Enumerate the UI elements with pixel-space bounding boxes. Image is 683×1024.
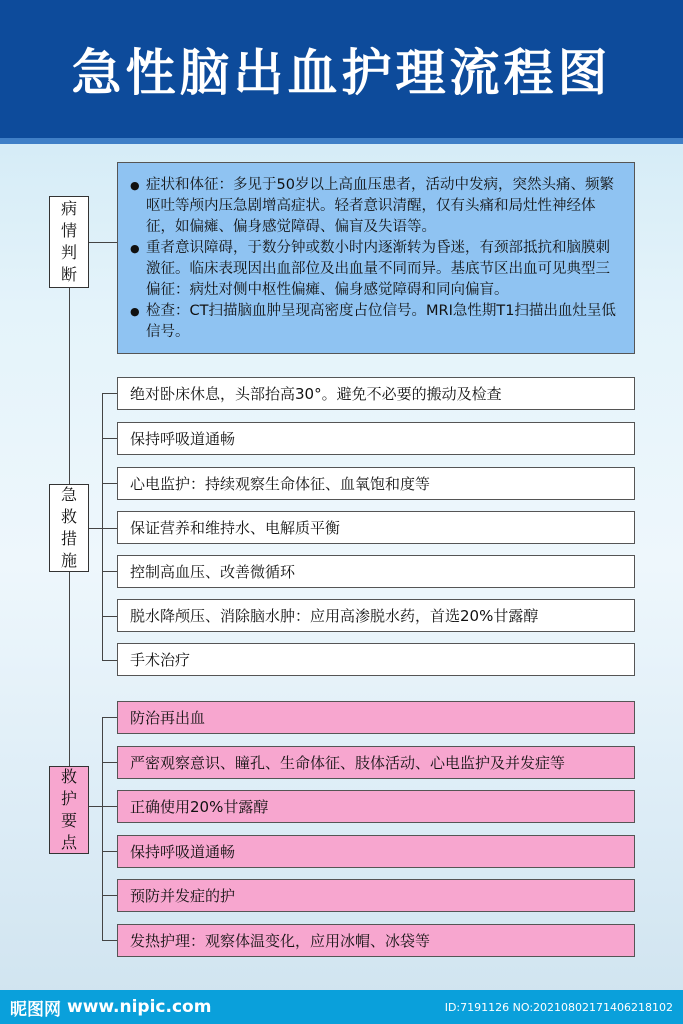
category-nursing-label: 救护要点 <box>60 767 77 852</box>
category-diagnosis-label: 病情判断 <box>60 199 77 284</box>
emergency-item: 脱水降颅压、消除脑水肿：应用高渗脱水药，首选20%甘露醇 <box>117 599 635 632</box>
site-logo[interactable] <box>10 995 211 1020</box>
tick <box>102 616 117 617</box>
bracket-emergency <box>102 393 103 661</box>
nursing-item: 正确使用20%甘露醇 <box>117 790 635 823</box>
tick <box>102 762 117 763</box>
footer-bar <box>0 990 683 1024</box>
emergency-item: 心电监护：持续观察生命体征、血氧饱和度等 <box>117 467 635 500</box>
spine-line-2 <box>69 572 70 766</box>
tick <box>102 940 117 941</box>
emergency-item: 控制高血压、改善微循环 <box>117 555 635 588</box>
header-banner <box>0 0 683 138</box>
connector-emergency <box>89 528 103 529</box>
spine-line-1 <box>69 258 70 484</box>
emergency-item: 手术治疗 <box>117 643 635 676</box>
page-title: 急性脑出血护理流程图 <box>71 44 612 102</box>
tick <box>102 438 117 439</box>
nursing-item: 发热护理：观察体温变化，应用冰帽、冰袋等 <box>117 924 635 957</box>
tick <box>102 851 117 852</box>
category-nursing <box>49 766 89 854</box>
diagnosis-box <box>117 162 635 354</box>
category-emergency <box>49 484 89 572</box>
logo-text: 昵图网 <box>10 999 61 1020</box>
connector-nursing <box>89 806 103 807</box>
header-stripe <box>0 138 683 144</box>
diagnosis-bullet: ● 重者意识障碍，于数分钟或数小时内逐渐转为昏迷，有颈部抵抗和脑膜刺激征。临床表现因出血部位及出血量不同而异。基底节区出血可见典型三偏征：病灶对侧中枢性偏瘫、偏身感觉障碍和同向偏盲。 <box>130 238 624 301</box>
diagnosis-bullet: ● 症状和体征：多见于50岁以上高血压患者，活动中发病，突然头痛、频繁呕吐等颅内压急剧增高症状。轻者意识清醒，仅有头痛和局灶性神经体征，如偏瘫、偏身感觉障碍、偏盲及失语等。 <box>130 175 624 238</box>
tick <box>102 528 117 529</box>
emergency-item: 保证营养和维持水、电解质平衡 <box>117 511 635 544</box>
site-url: www.nipic.com <box>67 997 212 1017</box>
tick <box>102 483 117 484</box>
tick <box>102 660 117 661</box>
tick <box>102 571 117 572</box>
emergency-item: 绝对卧床休息，头部抬高30°。避免不必要的搬动及检查 <box>117 377 635 410</box>
category-emergency-label: 急救措施 <box>60 485 77 570</box>
nursing-item: 防治再出血 <box>117 701 635 734</box>
tick <box>102 717 117 718</box>
emergency-item: 保持呼吸道通畅 <box>117 422 635 455</box>
image-id-text: ID:7191126 NO:20210802171406218102 <box>444 1000 673 1014</box>
bracket-nursing <box>102 717 103 940</box>
nursing-item: 严密观察意识、瞳孔、生命体征、肢体活动、心电监护及并发症等 <box>117 746 635 779</box>
tick <box>102 895 117 896</box>
tick <box>102 806 117 807</box>
tick <box>102 393 117 394</box>
nursing-item: 保持呼吸道通畅 <box>117 835 635 868</box>
category-diagnosis <box>49 196 89 288</box>
diagnosis-bullet: ● 检查：CT扫描脑血肿呈现高密度占位信号。MRI急性期T1扫描出血灶呈低信号。 <box>130 301 624 343</box>
nursing-item: 预防并发症的护 <box>117 879 635 912</box>
connector-diagnosis <box>89 242 117 243</box>
